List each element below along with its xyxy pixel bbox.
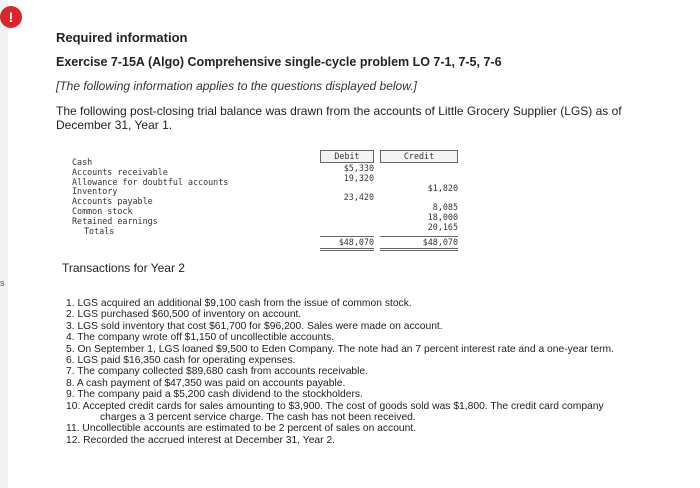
transaction-item: 9. The company paid a $5,200 cash dividend to the stockholders.: [66, 389, 363, 401]
account-allowance: Allowance for doubtful accounts: [72, 176, 229, 187]
transaction-item: 4. The company wrote off $1,150 of uncollectible accounts.: [66, 332, 335, 344]
debit-total: $48,070: [320, 236, 374, 251]
transactions-title: Transactions for Year 2: [62, 261, 185, 275]
credit-common-stock: 18,000: [427, 211, 458, 222]
exercise-title: Exercise 7-15A (Algo) Comprehensive single-cycle problem LO 7-1, 7-5, 7-6: [56, 55, 502, 69]
debit-retained-earnings: [320, 223, 374, 233]
transaction-item: 6. LGS paid $16,350 cash for operating expenses.: [66, 355, 296, 367]
intro-text: The following post-closing trial balance was drawn from the accounts of Little Grocery Supplier (LGS) as of December 31, Year 1.: [56, 104, 622, 132]
totals-label: Totals: [84, 225, 115, 236]
account-common-stock: Common stock: [72, 205, 133, 216]
trial-balance-accounts: [72, 158, 228, 236]
debit-accounts-receivable: 19,320: [343, 172, 374, 183]
credit-header: Credit: [380, 150, 458, 163]
credit-retained-earnings: 20,165: [427, 221, 458, 232]
transaction-item: 5. On September 1, LGS loaned $9,500 to Eden Company. The note had an 7 percent interest rate and a one-year term.: [66, 343, 614, 355]
gutter-mark: s: [0, 278, 5, 288]
debit-accounts-payable: [320, 203, 374, 213]
debit-header: Debit: [320, 150, 374, 163]
credit-total: $48,070: [380, 236, 458, 251]
account-inventory: Inventory: [72, 186, 118, 197]
transaction-item: 2. LGS purchased $60,500 of inventory on account.: [66, 309, 302, 321]
account-accounts-payable: Accounts payable: [72, 196, 153, 207]
account-cash: Cash: [72, 157, 93, 167]
transaction-item: 7. The company collected $89,680 cash from accounts receivable.: [66, 366, 369, 378]
transaction-item: 11. Uncollectible accounts are estimated to be 2 percent of sales on account.: [66, 423, 417, 435]
transaction-item: 1. LGS acquired an additional $9,100 cash from the issue of common stock.: [66, 298, 412, 309]
transaction-item: 3. LGS sold inventory that cost $61,700 for $96,200. Sales were made on account.: [66, 320, 443, 332]
transaction-item: 8. A cash payment of $47,350 was paid on accounts payable.: [66, 377, 346, 389]
credit-accounts-payable: 8,085: [432, 202, 458, 213]
transactions-list: [66, 298, 686, 446]
credit-allowance: $1,820: [427, 182, 458, 193]
credit-column: [380, 150, 458, 251]
account-retained-earnings: Retained earnings: [72, 215, 158, 226]
alert-icon: !: [0, 6, 22, 28]
instruction-note: [The following information applies to the questions displayed below.]: [56, 79, 417, 93]
transaction-item: 10. Accepted credit cards for sales amounting to $3,900. The cost of goods sold was $1,800. The credit card company: [66, 400, 604, 412]
debit-inventory: 23,420: [343, 192, 374, 203]
credit-cash: [380, 164, 458, 174]
debit-column: [320, 150, 374, 251]
debit-cash: $5,330: [343, 163, 374, 173]
debit-common-stock: [320, 213, 374, 223]
transaction-item: 12. Recorded the accrued interest at December 31, Year 2.: [66, 434, 336, 446]
account-accounts-receivable: Accounts receivable: [72, 166, 168, 177]
left-gutter: [0, 0, 8, 488]
required-information-title: Required information: [56, 30, 188, 45]
transaction-item-continuation: charges a 3 percent service charge. The cash has not been received.: [100, 412, 416, 424]
